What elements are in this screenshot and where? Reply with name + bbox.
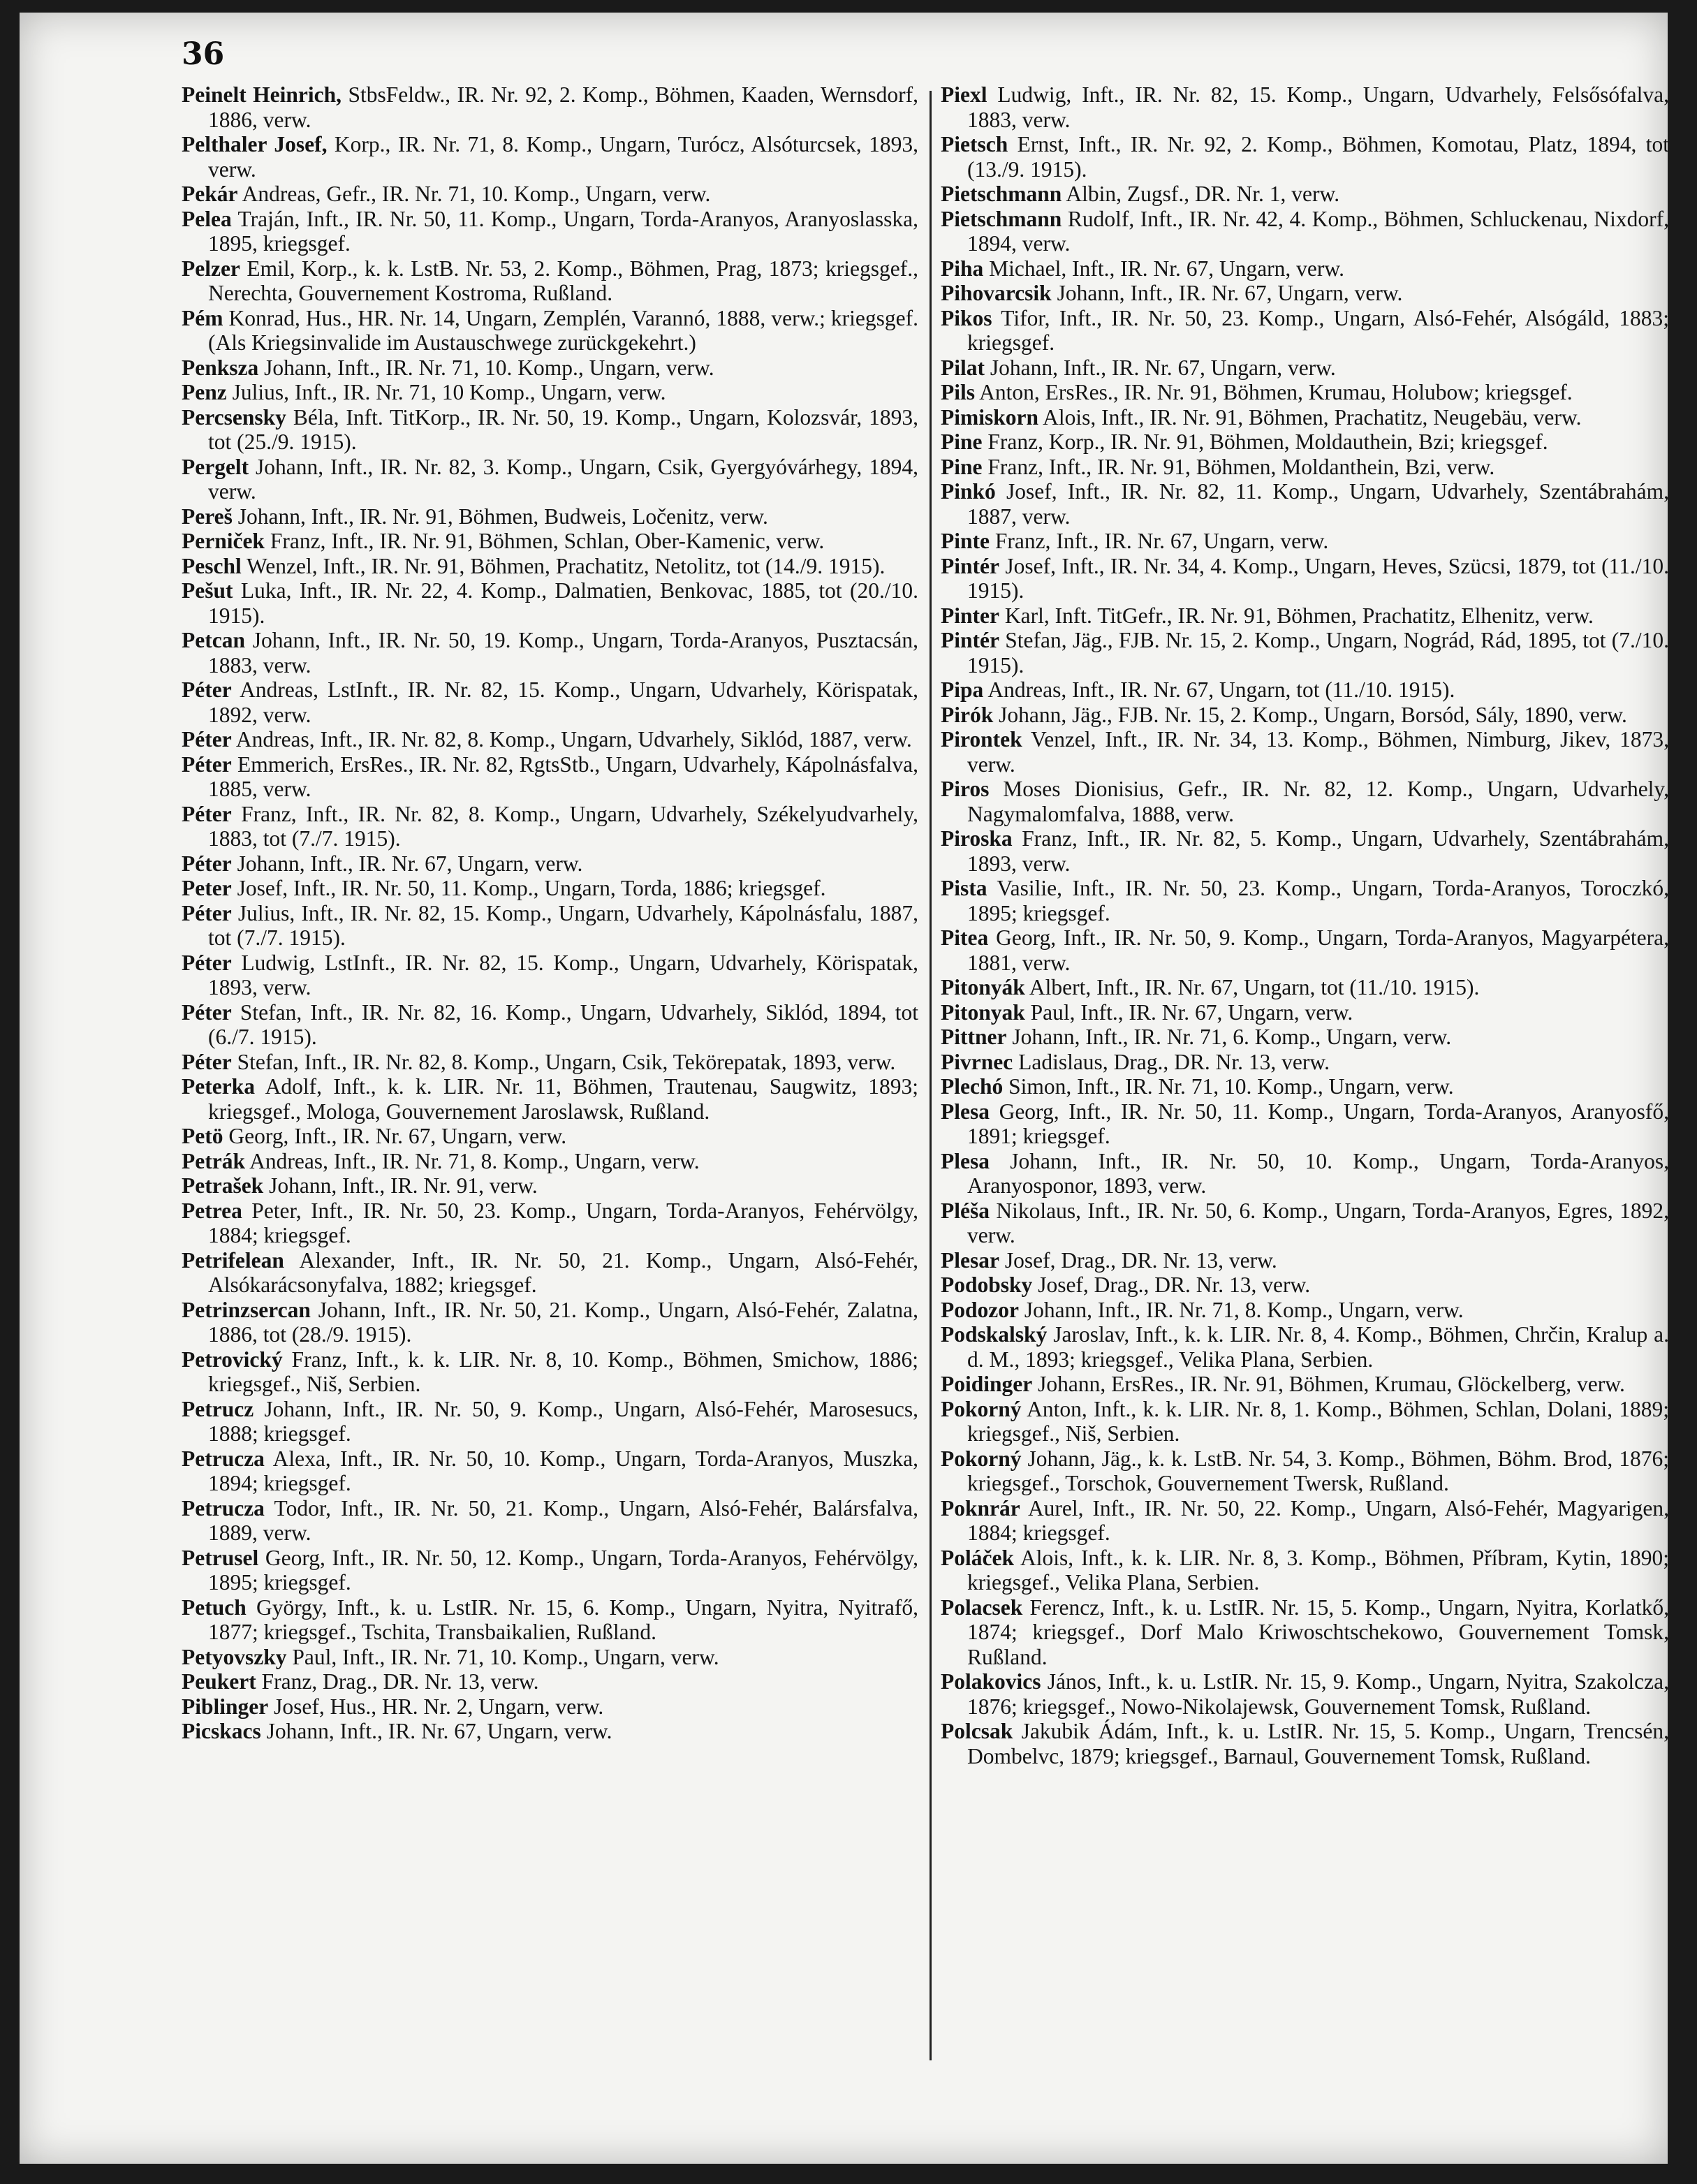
entry-details: Franz, Inft., IR. Nr. 67, Ungarn, verw. [994, 529, 1329, 553]
list-item [941, 1298, 1669, 1323]
entry-surname: Peterka [182, 1074, 255, 1099]
entry-details: Josef, Drag., DR. Nr. 13, verw. [1038, 1273, 1311, 1297]
entry-details: Johann, Jäg., k. k. LstB. Nr. 54, 3. Komp., Böhmen, Böhm. Brod, 1876; kriegsgef., Torschok, Gouvernement Twersk, Rußland. [967, 1446, 1670, 1495]
entry-details: Jakubik Ádám, Inft., k. u. LstIR. Nr. 15, 5. Komp., Ungarn, Trencsén, Dombelvc, 1879; kriegsgef., Barnaul, Gouvernement Tomsk, Rußland. [967, 1719, 1669, 1768]
entry-surname: Péter [182, 727, 232, 752]
entry-details: Julius, Inft., IR. Nr. 82, 15. Komp., Ungarn, Udvarhely, Kápolnásfalu, 1887, tot (7./7. 1915). [208, 900, 918, 950]
entry-surname: Pintér [941, 553, 999, 578]
entry-surname: Petuch [182, 1595, 247, 1620]
entry-details: Adolf, Inft., k. k. LIR. Nr. 11, Böhmen, Trautenau, Saugwitz, 1893; kriegsgef., Mologa, Gouvernement Jaroslawsk, Rußland. [208, 1074, 918, 1124]
entry-details: Korp., IR. Nr. 71, 8. Komp., Ungarn, Turócz, Alsóturcsek, 1893, verw. [208, 132, 919, 182]
entry-surname: Petrinzsercan [182, 1297, 311, 1322]
entry-surname: Péter [182, 677, 232, 702]
entry-surname: Pikos [941, 305, 992, 330]
list-item [941, 207, 1669, 256]
entry-details: Franz, Korp., IR. Nr. 91, Böhmen, Moldauthein, Bzi; kriegsgef. [987, 430, 1548, 454]
list-item [941, 975, 1669, 1000]
list-item [182, 82, 918, 132]
list-item [182, 1694, 918, 1720]
list-item [941, 380, 1669, 405]
entry-surname: Peter [182, 876, 232, 900]
entry-details: Alexander, Inft., IR. Nr. 50, 21. Komp., Ungarn, Alsó-Fehér, Alsókarácsonyfalva, 1882; kriegsgef. [208, 1247, 918, 1297]
list-item [941, 1669, 1669, 1719]
entry-surname: Pipa [941, 677, 984, 702]
entry-details: Josef, Hus., HR. Nr. 2, Ungarn, verw. [274, 1694, 604, 1719]
entry-details: Emmerich, ErsRes., IR. Nr. 82, RgtsStb., Ungarn, Udvarhely, Kápolnásfalva, 1885, verw. [208, 752, 919, 801]
entry-surname: Petrucz [182, 1396, 254, 1421]
list-item [182, 1124, 918, 1149]
list-item [941, 1050, 1669, 1075]
entry-surname: Petyovszky [182, 1644, 287, 1669]
entry-surname: Pém [182, 305, 223, 330]
entry-surname: Pietschmann [941, 182, 1062, 206]
list-item [182, 578, 918, 628]
entry-surname: Pietschmann [941, 206, 1062, 231]
entry-details: Alois, Inft., IR. Nr. 91, Böhmen, Prachatitz, Neugebäu, verw. [1043, 404, 1582, 430]
list-item [941, 405, 1669, 430]
list-item [941, 603, 1669, 629]
entry-details: János, Inft., k. u. LstIR. Nr. 15, 9. Komp., Ungarn, Nyitra, Szakolcza, 1876; kriegsgef., Nowo-Nikolajewsk, Gouvernement Tomsk, Rußland. [967, 1669, 1669, 1719]
list-item [941, 1322, 1669, 1372]
list-item [941, 182, 1669, 207]
entry-details: Ernst, Inft., IR. Nr. 92, 2. Komp., Böhmen, Komotau, Platz, 1894, tot (13./9. 1915). [967, 132, 1670, 182]
entry-details: Georg, Inft., IR. Nr. 50, 9. Komp., Ungarn, Torda-Aranyos, Magyarpétera, 1881, verw. [967, 925, 1669, 975]
entry-details: Alois, Inft., k. k. LIR. Nr. 8, 3. Komp., Böhmen, Příbram, Kytin, 1890; kriegsgef., Velika Plana, Serbien. [967, 1545, 1670, 1595]
entry-details: Johann, Inft., IR. Nr. 71, 8. Komp., Ungarn, verw. [1024, 1297, 1464, 1322]
entry-surname: Percsensky [182, 404, 286, 430]
entry-details: Jaroslav, Inft., k. k. LIR. Nr. 8, 4. Komp., Böhmen, Chrčin, Kralup a. d. M., 1893; kriegsgef., Velika Plana, Serbien. [967, 1322, 1670, 1372]
entry-surname: Pilat [941, 355, 985, 380]
entry-surname: Piexl [941, 82, 987, 107]
list-item [941, 1000, 1669, 1025]
list-item [182, 405, 918, 455]
entry-details: Anton, Inft., k. k. LIR. Nr. 8, 1. Komp., Böhmen, Schlan, Dolani, 1889; kriegsgef., Niš, Serbien. [967, 1396, 1670, 1446]
entry-details: Franz, Inft., IR. Nr. 82, 5. Komp., Ungarn, Udvarhely, Szentábrahám, 1893, verw. [967, 826, 1670, 876]
list-item [182, 1645, 918, 1670]
list-item [182, 876, 918, 901]
list-item [941, 281, 1669, 306]
list-item [182, 554, 918, 579]
list-item [182, 1173, 918, 1199]
entry-surname: Polakovics [941, 1669, 1041, 1694]
entry-surname: Pitonyák [941, 975, 1025, 999]
entry-surname: Pekár [182, 182, 238, 206]
entry-surname: Péter [182, 851, 232, 876]
list-item [182, 1000, 918, 1050]
entry-details: Rudolf, Inft., IR. Nr. 42, 4. Komp., Böhmen, Schluckenau, Nixdorf, 1894, verw. [967, 206, 1670, 256]
entry-surname: Pihovarcsik [941, 281, 1052, 305]
list-item [182, 1149, 918, 1174]
list-item [941, 1199, 1669, 1248]
entry-surname: Petrucza [182, 1495, 265, 1520]
list-item [941, 1546, 1669, 1595]
list-item [182, 851, 918, 877]
list-item [941, 777, 1669, 826]
list-item [182, 727, 918, 752]
entry-surname: Peschl [182, 553, 242, 578]
entry-details: Konrad, Hus., HR. Nr. 14, Ungarn, Zemplén, Varannó, 1888, verw.; kriegsgef. (Als Kriegsinvalide im Austauschwege zurückgekehrt.) [208, 305, 918, 355]
entry-surname: Péter [182, 999, 232, 1025]
entry-surname: Pokorný [941, 1396, 1022, 1421]
entry-surname: Pléša [941, 1198, 990, 1223]
entry-surname: Pelea [182, 206, 232, 231]
entry-surname: Petcan [182, 628, 245, 652]
entry-surname: Piroska [941, 826, 1013, 851]
entry-surname: Piros [941, 777, 990, 801]
entry-details: Josef, Inft., IR. Nr. 50, 11. Komp., Ungarn, Torda, 1886; kriegsgef. [237, 876, 826, 900]
entry-surname: Penksza [182, 355, 259, 380]
list-item [941, 306, 1669, 356]
entry-surname: Plesa [941, 1148, 990, 1173]
list-item [941, 1496, 1669, 1546]
list-item [182, 1074, 918, 1124]
entry-details: Albin, Zugsf., DR. Nr. 1, verw. [1066, 182, 1340, 206]
entry-details: Andreas, Inft., IR. Nr. 82, 8. Komp., Ungarn, Udvarhely, Siklód, 1887, verw. [235, 727, 912, 752]
entry-surname: Pietsch [941, 132, 1008, 156]
list-item [941, 677, 1669, 703]
entry-details: Andreas, Inft., IR. Nr. 71, 8. Komp., Ungarn, verw. [249, 1148, 700, 1173]
entry-details: Vasilie, Inft., IR. Nr. 50, 23. Komp., Ungarn, Torda-Aranyos, Toroczkó, 1895; kriegsgef. [967, 876, 1669, 925]
entry-surname: Petrusel [182, 1545, 259, 1570]
entry-details: StbsFeldw., IR. Nr. 92, 2. Komp., Böhmen, Kaaden, Wernsdorf, 1886, verw. [208, 82, 919, 132]
list-item [182, 256, 918, 306]
list-item [941, 82, 1669, 132]
list-item [182, 182, 918, 207]
entry-surname: Pirontek [941, 727, 1022, 752]
entry-details: Johann, Inft., IR. Nr. 50, 21. Komp., Ungarn, Alsó-Fehér, Zalatna, 1886, tot (28./9. 1915). [208, 1297, 918, 1347]
list-item [941, 1446, 1669, 1496]
entry-details: Andreas, Gefr., IR. Nr. 71, 10. Komp., Ungarn, verw. [242, 182, 711, 206]
entry-details: Ludwig, LstInft., IR. Nr. 82, 15. Komp., Ungarn, Udvarhely, Körispatak, 1893, verw. [208, 950, 919, 999]
entry-surname: Pintér [941, 628, 999, 652]
entry-surname: Pittner [941, 1025, 1007, 1049]
entry-details: Anton, ErsRes., IR. Nr. 91, Böhmen, Krumau, Holubow; kriegsgef. [979, 380, 1573, 404]
list-item [182, 802, 918, 851]
entry-details: Stefan, Inft., IR. Nr. 82, 16. Komp., Ungarn, Udvarhely, Siklód, 1894, tot (6./7. 1915). [208, 999, 919, 1049]
entry-surname: Péter [182, 752, 232, 777]
list-item [182, 306, 918, 356]
entry-details: Peter, Inft., IR. Nr. 50, 23. Komp., Ungarn, Torda-Aranyos, Fehérvölgy, 1884; kriegsgef. [208, 1198, 918, 1247]
list-item [941, 1149, 1669, 1199]
entry-surname: Plesar [941, 1247, 999, 1273]
entry-details: Béla, Inft. TitKorp., IR. Nr. 50, 19. Komp., Ungarn, Kolozsvár, 1893, tot (25./9. 1915). [208, 404, 918, 454]
entry-surname: Pitea [941, 925, 989, 950]
entry-surname: Pivrnec [941, 1049, 1013, 1074]
entry-details: Georg, Inft., IR. Nr. 50, 11. Komp., Ungarn, Torda-Aranyos, Aranyosfő, 1891; kriegsgef. [967, 1099, 1669, 1148]
list-item [941, 1099, 1669, 1149]
list-item [941, 826, 1669, 876]
list-item [182, 1496, 918, 1546]
page-number: 36 [182, 36, 225, 72]
entry-details: Josef, Inft., IR. Nr. 34, 4. Komp., Ungarn, Heves, Szücsi, 1879, tot (11./10. 1915). [967, 553, 1670, 603]
list-item [941, 356, 1669, 381]
list-item [182, 901, 918, 951]
entry-surname: Peinelt Heinrich, [182, 82, 342, 107]
entry-details: Johann, ErsRes., IR. Nr. 91, Böhmen, Krumau, Glöckelberg, verw. [1038, 1372, 1625, 1396]
entry-details: Alexa, Inft., IR. Nr. 50, 10. Komp., Ungarn, Torda-Aranyos, Muszka, 1894; kriegsgef. [208, 1446, 918, 1495]
entry-details: Ferencz, Inft., k. u. LstIR. Nr. 15, 5. Komp., Ungarn, Nyitra, Korlatkő, 1874; kriegsgef., Dorf Malo Kriwoschtschekowo, Gouvernement Tomsk, Rußland. [967, 1595, 1669, 1669]
entry-details: Todor, Inft., IR. Nr. 50, 21. Komp., Ungarn, Alsó-Fehér, Balársfalva, 1889, verw. [208, 1495, 918, 1545]
entry-details: Johann, Inft., IR. Nr. 67, Ungarn, verw. [990, 355, 1336, 380]
entry-details: Josef, Drag., DR. Nr. 13, verw. [1004, 1247, 1277, 1273]
entry-surname: Pine [941, 454, 983, 479]
entry-surname: Poidinger [941, 1372, 1033, 1396]
list-item [182, 1199, 918, 1248]
list-item [182, 1719, 918, 1744]
entry-details: Franz, Inft., IR. Nr. 91, Böhmen, Schlan, Ober-Kamenic, verw. [270, 529, 825, 553]
list-item [941, 455, 1669, 480]
list-item [182, 677, 918, 727]
entry-surname: Petrifelean [182, 1247, 284, 1273]
list-item [182, 455, 918, 504]
entry-surname: Poláček [941, 1545, 1014, 1570]
list-item [941, 132, 1669, 182]
entry-surname: Péter [182, 900, 232, 925]
entry-details: Simon, Inft., IR. Nr. 71, 10. Komp., Ungarn, verw. [1008, 1074, 1454, 1099]
entry-details: Johann, Inft., IR. Nr. 50, 10. Komp., Ungarn, Torda-Aranyos, Aranyosponor, 1893, verw. [967, 1148, 1669, 1198]
entry-surname: Pelzer [182, 256, 240, 281]
list-item [941, 1273, 1669, 1298]
list-item [941, 628, 1669, 677]
entry-details: Andreas, LstInft., IR. Nr. 82, 15. Komp., Ungarn, Udvarhely, Körispatak, 1892, verw. [208, 677, 919, 727]
entry-details: Albert, Inft., IR. Nr. 67, Ungarn, tot (11./10. 1915). [1029, 975, 1480, 999]
entry-surname: Perniček [182, 529, 265, 553]
list-item [941, 925, 1669, 975]
entry-surname: Pergelt [182, 454, 249, 479]
list-item [182, 1595, 918, 1645]
entry-details: Johann, Inft., IR. Nr. 91, verw. [269, 1173, 538, 1198]
entry-details: Paul, Inft., IR. Nr. 67, Ungarn, verw. [1030, 999, 1353, 1025]
list-item [182, 1298, 918, 1347]
list-item [941, 479, 1669, 529]
entry-surname: Pimiskorn [941, 404, 1039, 430]
list-item [182, 529, 918, 554]
list-item [941, 256, 1669, 281]
list-item [182, 628, 918, 677]
list-item [182, 752, 918, 802]
list-item [941, 876, 1669, 925]
entry-details: Johann, Inft., IR. Nr. 71, 6. Komp., Ungarn, verw. [1012, 1025, 1452, 1049]
entry-surname: Péter [182, 801, 232, 826]
list-item [182, 207, 918, 256]
entry-details: Michael, Inft., IR. Nr. 67, Ungarn, verw. [989, 256, 1344, 281]
entry-surname: Péter [182, 1049, 232, 1074]
entry-surname: Petrucza [182, 1446, 265, 1471]
entry-details: Emil, Korp., k. k. LstB. Nr. 53, 2. Komp., Böhmen, Prag, 1873; kriegsgef., Nerechta, Gouvernement Kostroma, Rußland. [208, 256, 918, 305]
entry-surname: Pinter [941, 603, 999, 628]
entry-details: Tifor, Inft., IR. Nr. 50, 23. Komp., Ungarn, Alsó-Fehér, Alsógáld, 1883; kriegsgef. [967, 305, 1670, 355]
entry-details: Franz, Inft., IR. Nr. 91, Böhmen, Moldanthein, Bzi, verw. [987, 454, 1495, 479]
entry-details: Andreas, Inft., IR. Nr. 67, Ungarn, tot (11./10. 1915). [987, 677, 1455, 702]
entry-details: Johann, Jäg., FJB. Nr. 15, 2. Komp., Ungarn, Borsód, Sály, 1890, verw. [999, 702, 1627, 727]
entry-details: Wenzel, Inft., IR. Nr. 91, Böhmen, Prachatitz, Netolitz, tot (14./9. 1915). [247, 553, 886, 578]
list-item [182, 1397, 918, 1446]
entry-details: Johann, Inft., IR. Nr. 82, 3. Komp., Ungarn, Csik, Gyergyóvárhegy, 1894, verw. [208, 454, 918, 504]
entry-details: Paul, Inft., IR. Nr. 71, 10. Komp., Ungarn, verw. [292, 1644, 719, 1669]
entry-surname: Plechó [941, 1074, 1004, 1099]
entry-details: Franz, Inft., IR. Nr. 82, 8. Komp., Ungarn, Udvarhely, Székelyudvarhely, 1883, tot (7./7. 1915). [208, 801, 919, 851]
entry-surname: Pirók [941, 702, 994, 727]
list-item [941, 529, 1669, 554]
entry-details: Ladislaus, Drag., DR. Nr. 13, verw. [1018, 1049, 1330, 1074]
entry-surname: Podobsky [941, 1273, 1033, 1297]
entry-details: Georg, Inft., IR. Nr. 67, Ungarn, verw. [228, 1124, 567, 1148]
entry-surname: Petrovický [182, 1347, 283, 1372]
list-item [182, 504, 918, 529]
list-item [941, 1719, 1669, 1768]
entry-details: Johann, Inft., IR. Nr. 91, Böhmen, Budweis, Ločenitz, verw. [237, 504, 768, 529]
entry-surname: Piblinger [182, 1694, 269, 1719]
list-item [182, 1248, 918, 1298]
entry-details: Franz, Inft., k. k. LIR. Nr. 8, 10. Komp., Böhmen, Smichow, 1886; kriegsgef., Niš, Serbien. [208, 1347, 918, 1396]
list-item [182, 1446, 918, 1496]
entry-details: Johann, Inft., IR. Nr. 67, Ungarn, verw. [266, 1719, 612, 1743]
entry-surname: Polacsek [941, 1595, 1023, 1620]
entry-surname: Pinkó [941, 479, 996, 504]
entry-surname: Pelthaler Josef, [182, 132, 328, 156]
entry-surname: Pešut [182, 578, 233, 603]
entry-details: Franz, Drag., DR. Nr. 13, verw. [261, 1669, 539, 1694]
entry-details: Ludwig, Inft., IR. Nr. 82, 15. Komp., Ungarn, Udvarhely, Felsősófalva, 1883, verw. [967, 82, 1669, 132]
entry-surname: Petrák [182, 1148, 245, 1173]
list-item [941, 1248, 1669, 1273]
entry-details: Traján, Inft., IR. Nr. 50, 11. Komp., Ungarn, Torda-Aranyos, Aranyoslasska, 1895, kriegsgef. [208, 206, 918, 256]
entry-details: Josef, Inft., IR. Nr. 82, 11. Komp., Ungarn, Udvarhely, Szentábrahám, 1887, verw. [967, 479, 1669, 529]
left-column [182, 82, 918, 1744]
list-item [941, 727, 1669, 777]
list-item [941, 1595, 1669, 1670]
entry-details: Karl, Inft. TitGefr., IR. Nr. 91, Böhmen, Prachatitz, Elhenitz, verw. [1004, 603, 1594, 628]
entry-surname: Podskalský [941, 1322, 1048, 1347]
list-item [182, 951, 918, 1000]
entry-details: Stefan, Jäg., FJB. Nr. 15, 2. Komp., Ungarn, Nográd, Rád, 1895, tot (7./10. 1915). [967, 628, 1669, 677]
entry-details: György, Inft., k. u. LstIR. Nr. 15, 6. Komp., Ungarn, Nyitra, Nyitrafő, 1877; kriegsgef., Tschita, Transbaikalien, Rußland. [208, 1595, 919, 1644]
list-item [941, 1397, 1669, 1446]
entry-surname: Petrea [182, 1198, 242, 1223]
entry-surname: Petö [182, 1124, 223, 1148]
entry-surname: Péter [182, 950, 232, 975]
entry-surname: Podozor [941, 1297, 1019, 1322]
list-item [182, 1669, 918, 1694]
entry-details: Johann, Inft., IR. Nr. 50, 19. Komp., Ungarn, Torda-Aranyos, Pusztacsán, 1883, verw. [208, 628, 918, 677]
entry-surname: Pista [941, 876, 987, 900]
list-item [941, 1025, 1669, 1050]
entry-surname: Piha [941, 256, 984, 281]
list-item [941, 430, 1669, 455]
entry-surname: Poknrár [941, 1495, 1020, 1520]
list-item [182, 132, 918, 182]
entry-details: Johann, Inft., IR. Nr. 67, Ungarn, verw. [237, 851, 583, 876]
list-item [182, 1050, 918, 1075]
entry-surname: Penz [182, 380, 227, 404]
document-page [20, 13, 1668, 2164]
entry-surname: Petrašek [182, 1173, 264, 1198]
entry-surname: Plesa [941, 1099, 990, 1124]
entry-details: Luka, Inft., IR. Nr. 22, 4. Komp., Dalmatien, Benkovac, 1885, tot (20./10. 1915). [208, 578, 919, 628]
list-item [941, 1372, 1669, 1397]
entry-surname: Picskacs [182, 1719, 261, 1743]
entry-surname: Polcsak [941, 1719, 1013, 1743]
list-item [182, 356, 918, 381]
list-item [941, 1074, 1669, 1099]
entry-surname: Pokorný [941, 1446, 1022, 1471]
entry-surname: Pinte [941, 529, 990, 553]
entry-surname: Pine [941, 430, 983, 454]
list-item [182, 1347, 918, 1397]
list-item [941, 554, 1669, 603]
list-item [941, 703, 1669, 728]
entry-surname: Pils [941, 380, 976, 404]
entry-details: Nikolaus, Inft., IR. Nr. 50, 6. Komp., Ungarn, Torda-Aranyos, Egres, 1892, verw. [967, 1198, 1670, 1247]
entry-details: Stefan, Inft., IR. Nr. 82, 8. Komp., Ungarn, Csik, Tekörepatak, 1893, verw. [237, 1049, 896, 1074]
entry-details: Venzel, Inft., IR. Nr. 34, 13. Komp., Böhmen, Nimburg, Jikev, 1873, verw. [967, 727, 1670, 777]
list-item [182, 380, 918, 405]
entry-details: Georg, Inft., IR. Nr. 50, 12. Komp., Ungarn, Torda-Aranyos, Fehérvölgy, 1895; kriegsgef. [208, 1545, 918, 1595]
entry-surname: Pereš [182, 504, 233, 529]
list-item [182, 1546, 918, 1595]
right-column [918, 82, 1669, 1768]
entry-details: Johann, Inft., IR. Nr. 67, Ungarn, verw. [1057, 281, 1403, 305]
entry-details: Johann, Inft., IR. Nr. 71, 10. Komp., Ungarn, verw. [264, 355, 714, 380]
entry-surname: Peukert [182, 1669, 256, 1694]
entry-details: Aurel, Inft., IR. Nr. 50, 22. Komp., Ungarn, Alsó-Fehér, Magyarigen, 1884; kriegsgef. [967, 1495, 1669, 1545]
entry-surname: Pitonyak [941, 999, 1025, 1025]
entry-details: Moses Dionisius, Gefr., IR. Nr. 82, 12. Komp., Ungarn, Udvarhely, Nagymalomfalva, 1888, verw. [967, 777, 1670, 826]
entry-details: Julius, Inft., IR. Nr. 71, 10 Komp., Ungarn, verw. [232, 380, 666, 404]
entry-details: Johann, Inft., IR. Nr. 50, 9. Komp., Ungarn, Alsó-Fehér, Marosesucs, 1888; kriegsgef. [208, 1396, 918, 1446]
